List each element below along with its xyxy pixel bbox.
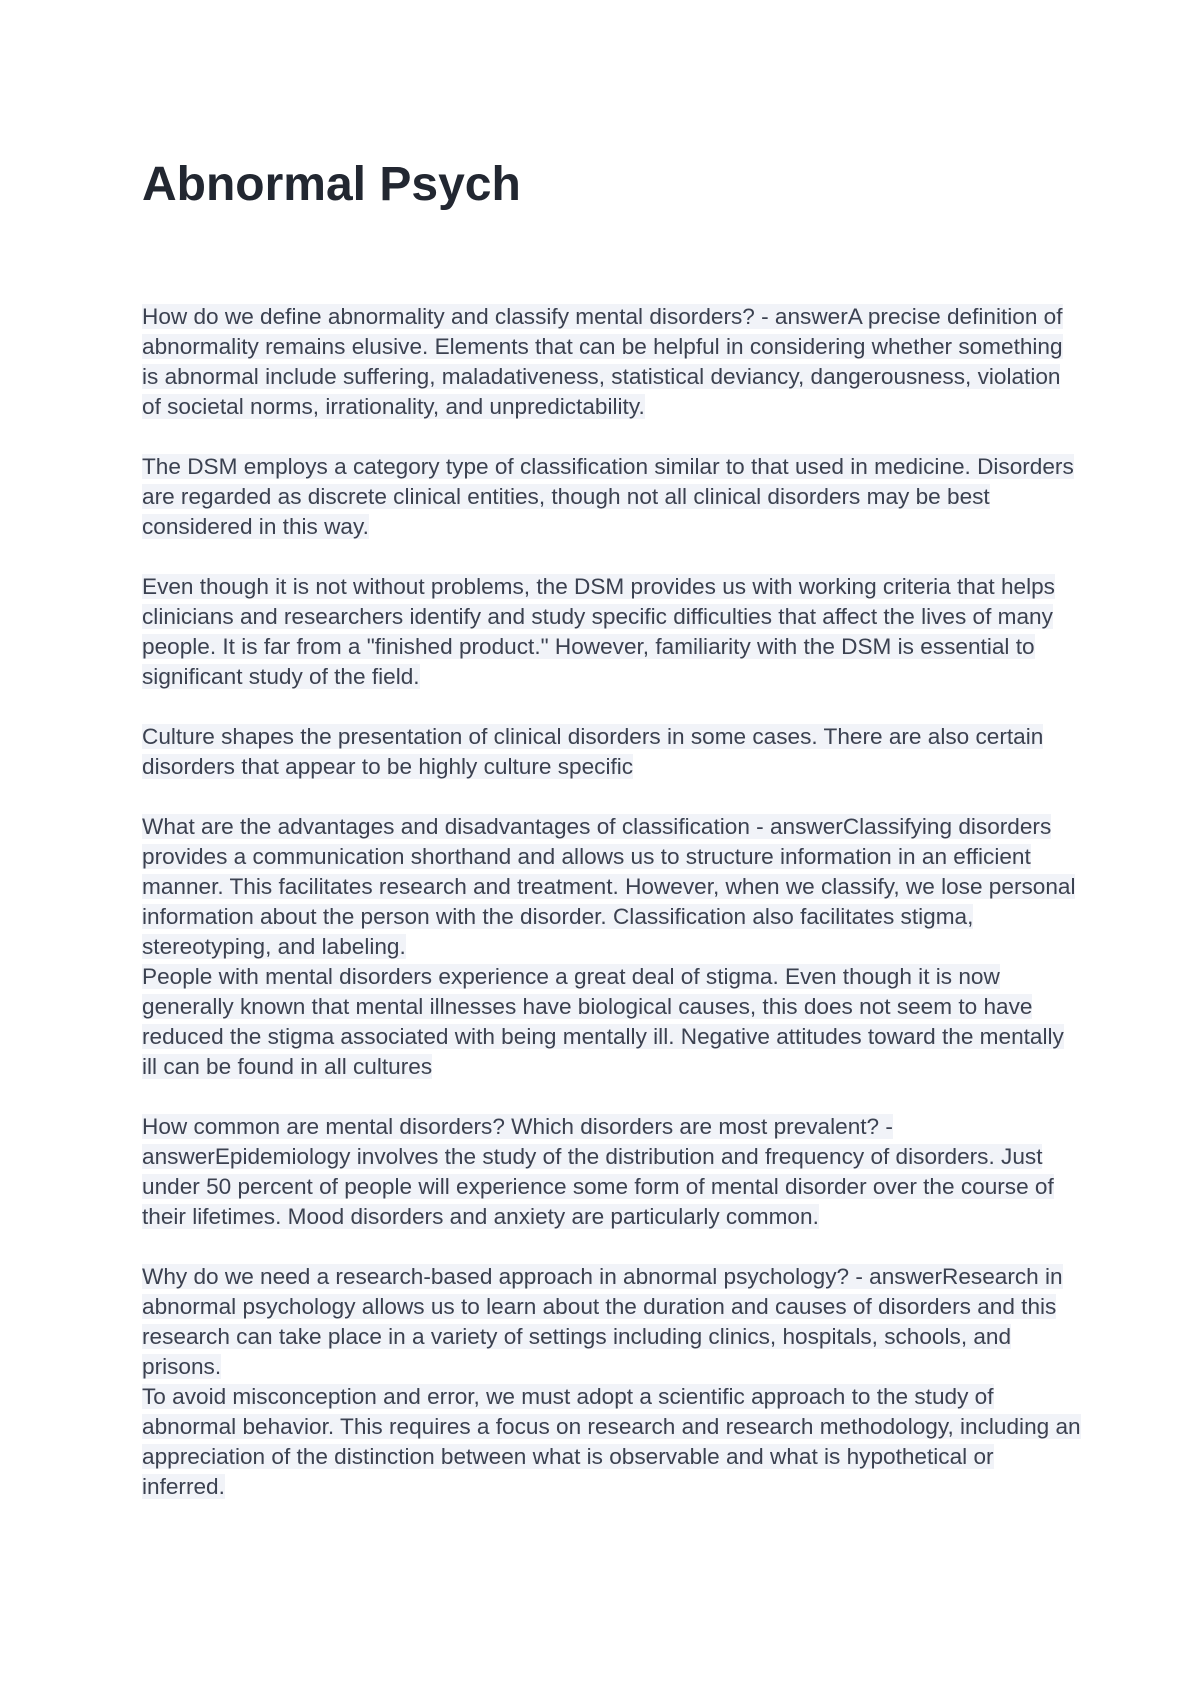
paragraph-stigma: People with mental disorders experience a great deal of stigma. Even though it is now generally known that mental illnesses have biological causes, this does not seem to have reduced the stigma associated with being mentally ill. Negative attitudes toward the mentally ill can be found in all cultures [142, 964, 1064, 1079]
document-title: Abnormal Psych [142, 158, 521, 211]
paragraph-culture: Culture shapes the presentation of clinical disorders in some cases. There are also certain disorders that appear to be highly culture specific [142, 724, 1044, 779]
document-body [142, 302, 1082, 1502]
paragraph-dsm-criteria: Even though it is not without problems, the DSM provides us with working criteria that helps clinicians and researchers identify and study specific difficulties that affect the lives of many people. It is far from a "finished product." However, familiarity with the DSM is essential to significant study of the field. [142, 574, 1055, 689]
paragraph-classification-pros-cons: What are the advantages and disadvantages of classification - answerClassifying disorders provides a communication shorthand and allows us to structure information in an efficient manner. This facilitates research and treatment. However, when we classify, we lose personal information about the person with the disorder. Classification also facilitates stigma, stereotyping, and labeling. [142, 814, 1076, 959]
paragraph-epidemiology: How common are mental disorders? Which disorders are most prevalent? - answerEpidemiology involves the study of the distribution and frequency of disorders. Just under 50 percent of people will experience some form of mental disorder over the course of their lifetimes. Mood disorders and anxiety are particularly common. [142, 1114, 1054, 1229]
paragraph-scientific-approach: To avoid misconception and error, we must adopt a scientific approach to the study of abnormal behavior. This requires a focus on research and research methodology, including an appreciation of the distinction between what is observable and what is hypothetical or inferred. [142, 1384, 1081, 1499]
paragraph-define-abnormality: How do we define abnormality and classify mental disorders? - answerA precise definition of abnormality remains elusive. Elements that can be helpful in considering whether something is abnormal include suffering, maladativeness, statistical deviancy, dangerousness, violation of societal norms, irrationality, and unpredictability. [142, 304, 1063, 419]
paragraph-dsm-classification: The DSM employs a category type of classification similar to that used in medicine. Disorders are regarded as discrete clinical entities, though not all clinical disorders may be best considered in this way. [142, 454, 1074, 539]
paragraph-research-approach: Why do we need a research-based approach in abnormal psychology? - answerResearch in abnormal psychology allows us to learn about the duration and causes of disorders and this research can take place in a variety of settings including clinics, hospitals, schools, and prisons. [142, 1264, 1063, 1379]
